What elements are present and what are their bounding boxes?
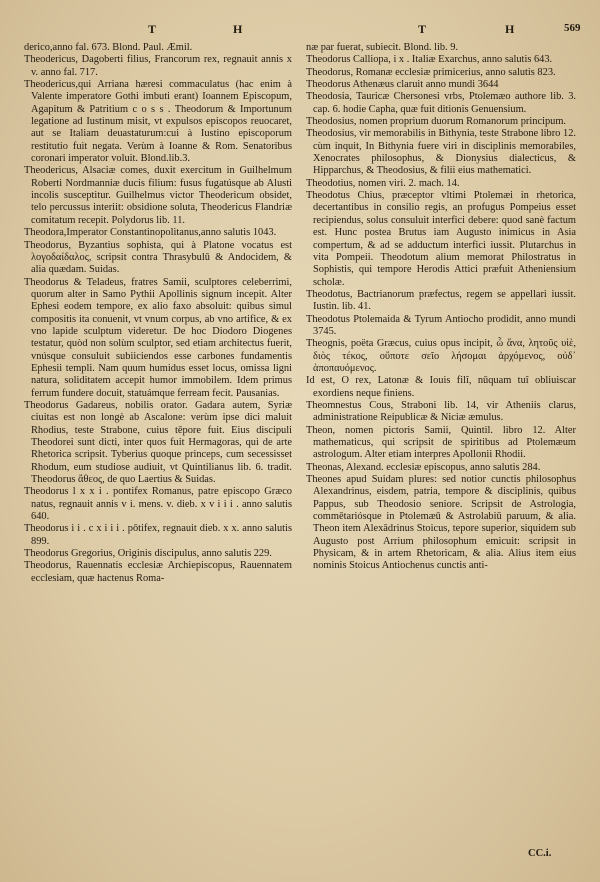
header-left-letter-t: T [148,22,158,36]
dictionary-entry: Theodosius, nomen proprium duorum Romanorum principum. [306,116,567,128]
dictionary-entry: Theones apud Suidam plures: sed notior cunctis philosophus Alexandrinus, eisdem, patria, tempore & disciplinis, quibus Pappus, sub Theodosio seniore. Scripsit de Astrologia, commētariósque in Ptolemæū & Astrolabiū paruum, & alia. Theon item Alexādrinus Stoicus, tepore superior, siquidem sub Augusto post Arrium philosophum emicuit: scripsit in Physicam, & in artem Rhetoricam, & alia. Alius item eius nominis Stoicus Antiochenus cunctis anti- [306,474,576,572]
running-header [0,22,600,40]
dictionary-entry: Theonas, Alexand. ecclesiæ episcopus, anno salutis 284. [306,461,541,473]
dictionary-entry: Theodericus, Dagoberti filius, Francorum rex, regnauit annis x v. anno fal. 717. [24,54,292,78]
right-column [306,42,576,573]
dictionary-entry: Theodorus Gadareus, nobilis orator. Gadara autem, Syriæ ciuitas est non longè ab Ascalone: verùm ipse dici maluit Rhodius, teste Strabone, cuius tēpore fuit. Eius discipuli Theodorei sunt dicti, inter quos fuit Hermagoras, qui de arte Rhetorica scripsit. Tyberius quoque princeps, cum secessisset Rhodum, eum studiose audiuit, vt Quintilianus lib. 6. tradit. Theodorus ἄθεος, de quo Laertius & Suidas. [24,399,292,486]
dictionary-entry: Id est, O rex, Latonæ & Iouis filî, nūquam tuî obliuiscar exordiens neque finiens. [306,375,576,399]
dictionary-entry: Theon, nomen pictoris Samii, Quintil. libro 12. Alter mathematicus, qui scripsit de spiritibus ad Ptolemæum astrologum. Alter etiam interpres Apollonii Rhodii. [306,424,576,461]
dictionary-entry: Theodora,Imperator Constantinopolitanus,anno salutis 1043. [24,227,277,239]
dictionary-entry: Theodotus, Bactrianorum præfectus, regem se appellari iussit. Iustin. lib. 41. [306,288,576,313]
dictionary-entry: Theomnestus Cous, Straboni lib. 14, vir Atheniis clarus, administratione Reipublicæ & Niciæ æmulus. [306,399,576,424]
left-column [24,42,292,585]
dictionary-entry: Theodotius, nomen viri. 2. mach. 14. [306,177,460,189]
header-left-letter-h: H [233,22,244,36]
dictionary-entry: Theodorus i i . c x i i i . pōtifex, regnauit dieb. x x. anno salutis 899. [24,523,292,547]
dictionary-entry: Theodorus, Byzantius sophista, qui à Platone vocatus est λογοδαίδαλος, scripsit contra Thrasybulū & Andocidem, & alia quædam. Suidas. [24,239,292,276]
dictionary-entry: Theodorus, Romanæ ecclesiæ primicerius, anno salutis 823. [306,66,556,78]
dictionary-entry: Theodorus Athenæus claruit anno mundi 3644 [306,79,499,91]
dictionary-entry: derico,anno fal. 673. Blond. Paul. Æmil. [24,42,193,53]
dictionary-entry: Theodotus Ptolemaida & Tyrum Antiocho prodidit, anno mundi 3745. [306,313,576,337]
dictionary-entry: Theodorus Gregorius, Originis discipulus, anno salutis 229. [24,548,272,560]
dictionary-entry: Theognis, poëta Græcus, cuius opus incipit, ὦ ἄνα, λητοῦς υἱὲ, διὸς τέκος, οὔποτε σεῖο λήσομαι ἀρχόμενος, οὐδ᾽ ἀποπαυόμενος. [306,338,576,374]
page-number: 569 [564,22,581,34]
dictionary-entry: Theodosia, Tauricæ Chersonesi vrbs, Ptolemæo authore lib. 3. cap. 6. hodie Capha, quæ fuit ditionis Genuensium. [306,91,576,115]
dictionary-entry: Theodericus,qui Arriana hæresi commaculatus (hac enim à Valente imperatore Gothi imbuti erant) Ioannem Episcopum, Agapitum & Patritium c o s s . Theodorum & Importunum legatione ad Iustinum misit, vt expulsos episcopos reuocaret, aut se Italiam deuastaturum:cui à Iustino episcoporum restitutio fuit negata. Verùm à Ioanne & Rom. Senatoribus coronari imperator voluit. Blond.lib.3. [24,79,292,165]
dictionary-entry: Theodorus Calliopa, i x . Italiæ Exarchus, anno salutis 643. [306,54,553,66]
dictionary-entry: Theodorus l x x i . pontifex Romanus, patre episcopo Græco natus, regnauit annis v i. mens. v. dieb. x v i i i . anno salutis 640. [24,486,292,523]
dictionary-entry: Theodotus Chius, præceptor vltimi Ptolemæi in rhetorica, decertantibus in consilio regis, an profugus Pompeius esset recipiendus, solus consuluit interfici debere: quod sanè factum est. Hunc postea Brutus iam Augusto inimicus in Asia compertum, & ad se adductum interfici iussit. Plutarchus in vita Pompeii. Theodotum alium memorat Philostratus in Sophistis, qui tempore Herodis Attici præfuit Atheniensium scholæ. [306,190,576,288]
header-right-letter-t: T [418,22,428,36]
header-right-letter-h: H [505,22,516,36]
dictionary-entry: Theodorus & Teladeus, fratres Samii, sculptores celeberrimi, quorum alter in Samo Pythii Apollinis signum incepit. Alter Ephesi eodem tempore, ex alio faxo absoluit: quibus simul compositis ita conuenit, vt vnum corpus, ab vno artifice, & ex vno lapide sculptum videretur. De hoc Diodoro Diogenes testatur, quòd non solùm sculptor, sed etiam architectus fuerit, vnúsque consuluit subiiciendos esse carbones fundamentis Ephesii templi. Nam quum humidus esset locus, omissa ligni natura, soliditatem accepit humor immobilem. Idem primus ferrum fundere docuit, statuámque ferream fecit. Pausanias. [24,276,292,399]
dictionary-entry: Theodericus, Alsaciæ comes, duxit exercitum in Guilhelmum Roberti Nordmanniæ ducis filium: fusus fugatúsque ab Alusti incolis susceptitur. Guilhelmus victor Theodericum obsidet, telo percussus interiit: obsidione soluta, Theodericus Flandriæ comitatum recepit. Polydorus lib. 11. [24,165,292,226]
signature-mark: CC.i. [528,848,552,859]
dictionary-entry: Theodosius, vir memorabilis in Bithynia, teste Strabone libro 12. cùm inquit, In Bithynia fuere viri in disciplinis memorabiles, Xenocrates philosophus, & Dionysius dialecticus, & Hipparchus, & Theodosius, & filii eius mathematici. [306,128,576,177]
dictionary-entry: Theodorus, Rauennatis ecclesiæ Archiepiscopus, Rauennatem ecclesiam, quæ hactenus Roma- [24,560,292,584]
dictionary-entry: næ par fuerat, subiecit. Blond. lib. 9. [306,42,459,53]
